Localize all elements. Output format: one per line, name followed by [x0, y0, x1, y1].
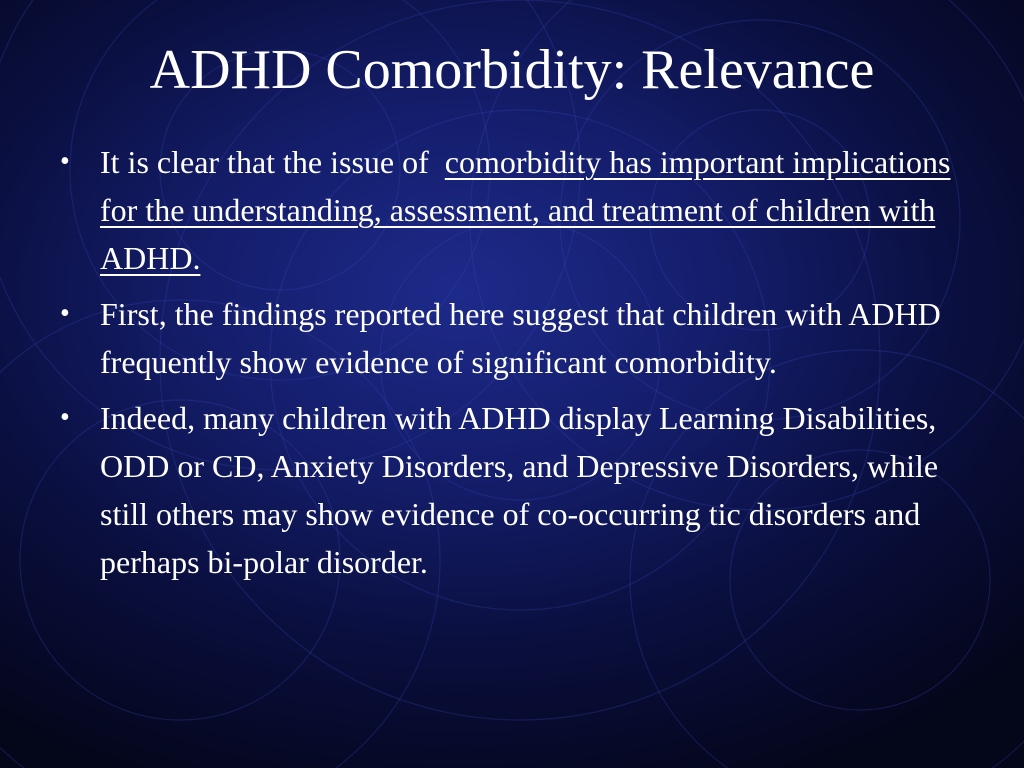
bullet-dot-icon: • — [60, 402, 70, 433]
bullet-text-underlined: comorbidity has important implications for the understanding, assessment, and treatment of children with ADHD. — [100, 144, 951, 276]
bullet-text: Indeed, many children with ADHD display Learning Disabilities, ODD or CD, Anxiety Disorders, and Depressive Disorders, while still others may show evidence of co-occurring tic disorders and perhaps bi-polar disorder. — [100, 400, 939, 580]
slide-title: ADHD Comorbidity: Relevance — [149, 39, 875, 101]
bullet-item — [58, 138, 968, 282]
bullet-text-lead: It is clear that the issue of — [100, 144, 429, 180]
bullet-dot-icon: • — [60, 146, 70, 177]
bullet-dot-icon: • — [60, 298, 70, 329]
bullet-item — [58, 394, 968, 586]
bullet-list — [58, 138, 968, 594]
bullet-item — [58, 290, 968, 386]
bullet-text: First, the findings reported here suggest that children with ADHD frequently show evidence of significant comorbidity. — [100, 296, 941, 380]
